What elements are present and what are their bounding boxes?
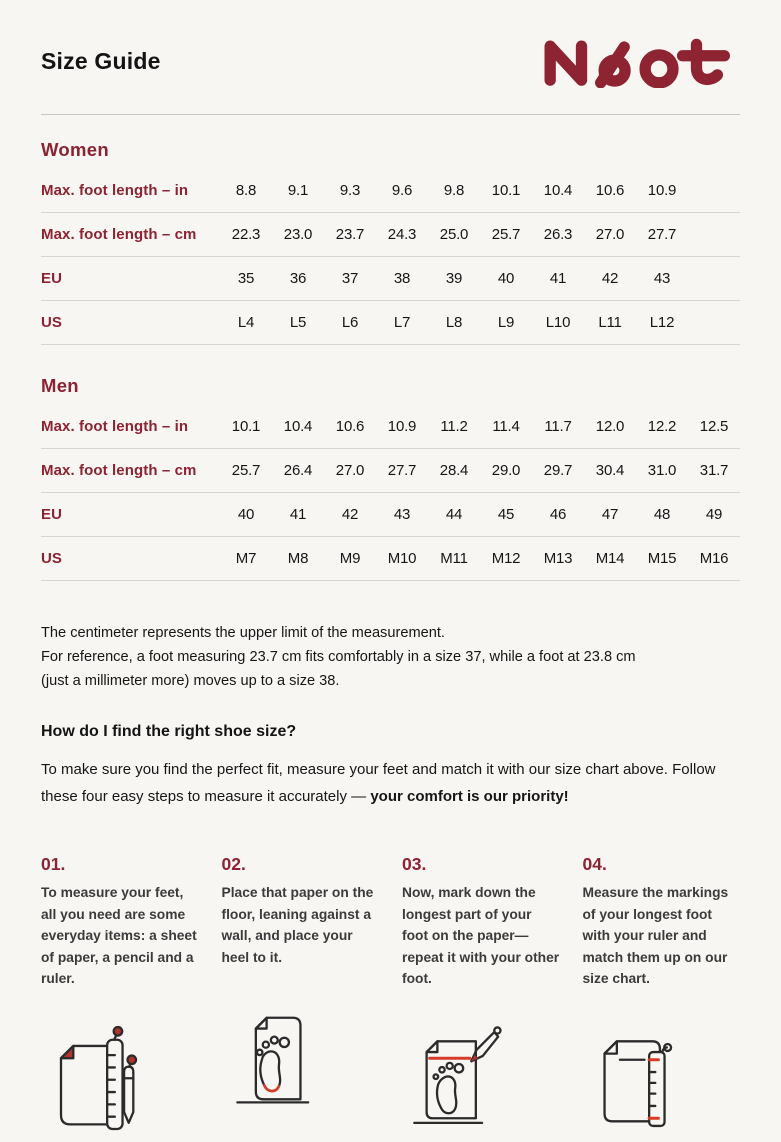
note-line: The centimeter represents the upper limit of the measurement. bbox=[41, 625, 445, 641]
size-value: 24.3 bbox=[387, 226, 417, 243]
size-value: 35 bbox=[237, 270, 255, 287]
size-value: 9.6 bbox=[391, 182, 413, 199]
size-value: 12.5 bbox=[699, 418, 729, 435]
row-label: US bbox=[41, 550, 63, 567]
men-row-2 bbox=[41, 449, 740, 493]
brand-name bbox=[538, 88, 539, 89]
size-value: 43 bbox=[393, 506, 411, 523]
step-number: 04. bbox=[582, 854, 607, 874]
size-value: 10.4 bbox=[283, 418, 313, 435]
size-value: M11 bbox=[440, 550, 468, 567]
size-value: L5 bbox=[289, 314, 307, 331]
size-value: 49 bbox=[705, 506, 723, 523]
size-value: M14 bbox=[595, 550, 625, 567]
size-value: 42 bbox=[341, 506, 359, 523]
size-value: 27.7 bbox=[387, 462, 417, 479]
men-size-table bbox=[41, 405, 740, 581]
size-value: L8 bbox=[445, 314, 463, 331]
paper-ruler-markings-icon bbox=[583, 1016, 741, 1142]
size-value: 45 bbox=[497, 506, 515, 523]
size-value: M13 bbox=[543, 550, 573, 567]
size-value: 39 bbox=[445, 270, 463, 287]
size-value: 25.7 bbox=[231, 462, 261, 479]
step-number: 03. bbox=[402, 854, 427, 874]
step-2 bbox=[222, 854, 380, 1142]
size-value: M15 bbox=[647, 550, 677, 567]
size-value: L11 bbox=[598, 314, 622, 331]
measuring-steps bbox=[41, 854, 740, 1142]
size-value: 36 bbox=[289, 270, 307, 287]
size-value: M10 bbox=[387, 550, 417, 567]
size-value: 11.7 bbox=[544, 418, 572, 435]
size-value: 25.7 bbox=[491, 226, 521, 243]
size-value: M12 bbox=[491, 550, 521, 567]
row-label: Max. foot length – cm bbox=[41, 226, 197, 243]
size-value: 8.8 bbox=[235, 182, 257, 199]
size-value: 47 bbox=[601, 506, 619, 523]
size-value: 29.0 bbox=[491, 462, 521, 479]
size-value: 42 bbox=[601, 270, 619, 287]
size-value: 12.2 bbox=[647, 418, 677, 435]
men-row-1 bbox=[41, 405, 740, 449]
guide-intro-bold: your comfort is our priority! bbox=[370, 788, 569, 805]
guide-intro bbox=[41, 756, 719, 810]
size-value: 38 bbox=[393, 270, 411, 287]
size-value: 27.0 bbox=[335, 462, 365, 479]
header bbox=[41, 34, 740, 88]
step-4 bbox=[583, 854, 741, 1142]
note-line: For reference, a foot measuring 23.7 cm fits comfortably in a size 37, while a foot at 23.8 cm bbox=[41, 649, 636, 665]
size-value: 27.7 bbox=[647, 226, 677, 243]
step-text: Now, mark down the longest part of your foot on the paper—repeat it with your other foot. bbox=[402, 885, 560, 986]
size-value: 9.8 bbox=[443, 182, 465, 199]
men-row-4 bbox=[41, 537, 740, 581]
women-row-4 bbox=[41, 301, 740, 345]
men-size-section bbox=[41, 375, 740, 581]
size-value: M7 bbox=[235, 550, 257, 567]
size-value: 48 bbox=[653, 506, 671, 523]
header-divider bbox=[41, 114, 740, 115]
size-value: L12 bbox=[649, 314, 675, 331]
size-value: M8 bbox=[287, 550, 309, 567]
size-value: M9 bbox=[339, 550, 361, 567]
size-value: 27.0 bbox=[595, 226, 625, 243]
size-value: 22.3 bbox=[231, 226, 261, 243]
step-text: To measure your feet, all you need are some everyday items: a sheet of paper, a pencil and a ruler. bbox=[41, 885, 197, 986]
paper-footprint-mark-pencil-icon bbox=[402, 1016, 560, 1142]
women-size-table bbox=[41, 169, 740, 345]
women-row-2 bbox=[41, 213, 740, 257]
size-value: 11.4 bbox=[492, 418, 520, 435]
size-value: 40 bbox=[237, 506, 255, 523]
size-value: 37 bbox=[341, 270, 359, 287]
naot-logo bbox=[538, 34, 740, 88]
size-value: L9 bbox=[497, 314, 515, 331]
size-value: 31.7 bbox=[699, 462, 729, 479]
page-title: Size Guide bbox=[41, 47, 161, 74]
size-value: 11.2 bbox=[440, 418, 468, 435]
size-value: L4 bbox=[237, 314, 255, 331]
women-row-1 bbox=[41, 169, 740, 213]
size-value: 43 bbox=[653, 270, 671, 287]
row-label: EU bbox=[41, 506, 63, 523]
size-value: 29.7 bbox=[543, 462, 573, 479]
women-size-section bbox=[41, 139, 740, 345]
men-row-3 bbox=[41, 493, 740, 537]
step-3 bbox=[402, 854, 560, 1142]
size-value: 44 bbox=[445, 506, 463, 523]
size-value: 26.4 bbox=[283, 462, 313, 479]
size-value: 46 bbox=[549, 506, 567, 523]
step-number: 01. bbox=[41, 854, 66, 874]
row-label: Max. foot length – cm bbox=[41, 462, 197, 479]
row-label: Max. foot length – in bbox=[41, 182, 189, 199]
paper-footprint-heel-icon bbox=[222, 994, 380, 1120]
row-label: Max. foot length – in bbox=[41, 418, 189, 435]
step-text: Place that paper on the floor, leaning against a wall, and place your heel to it. bbox=[221, 885, 374, 965]
size-value: 10.6 bbox=[595, 182, 625, 199]
size-value: 9.3 bbox=[339, 182, 361, 199]
size-value: 25.0 bbox=[439, 226, 469, 243]
size-value: 26.3 bbox=[543, 226, 573, 243]
paper-ruler-pencil-icon bbox=[41, 1016, 199, 1142]
women-heading: Women bbox=[41, 139, 109, 160]
step-number: 02. bbox=[221, 854, 246, 874]
men-heading: Men bbox=[41, 375, 79, 396]
size-value: 28.4 bbox=[439, 462, 469, 479]
size-value: 10.9 bbox=[387, 418, 417, 435]
size-value: 41 bbox=[549, 270, 567, 287]
step-text: Measure the markings of your longest foot with your ruler and match them up on our size chart. bbox=[582, 885, 729, 986]
size-value: 10.1 bbox=[231, 418, 261, 435]
size-value: 30.4 bbox=[595, 462, 625, 479]
size-value: 40 bbox=[497, 270, 515, 287]
size-value: 23.0 bbox=[283, 226, 313, 243]
row-label: US bbox=[41, 314, 63, 331]
guide-intro-text: To make sure you find the perfect fit, measure your feet and match it with our size chart above. Follow these four easy steps to measure it accurately — bbox=[41, 761, 716, 805]
size-value: 10.9 bbox=[647, 182, 677, 199]
measurement-note bbox=[41, 621, 740, 693]
size-value: 23.7 bbox=[335, 226, 365, 243]
size-value: 10.1 bbox=[491, 182, 521, 199]
guide-heading: How do I find the right shoe size? bbox=[41, 723, 297, 740]
size-value: 12.0 bbox=[595, 418, 625, 435]
size-value: 10.6 bbox=[335, 418, 365, 435]
women-row-3 bbox=[41, 257, 740, 301]
note-line: (just a millimeter more) moves up to a size 38. bbox=[41, 673, 340, 689]
row-label: EU bbox=[41, 270, 63, 287]
size-value: L7 bbox=[393, 314, 411, 331]
step-1 bbox=[41, 854, 199, 1142]
size-value: L10 bbox=[545, 314, 571, 331]
size-value: 10.4 bbox=[543, 182, 573, 199]
size-value: L6 bbox=[341, 314, 359, 331]
size-value: 9.1 bbox=[287, 182, 309, 199]
size-value: M16 bbox=[699, 550, 729, 567]
size-value: 31.0 bbox=[647, 462, 677, 479]
size-value: 41 bbox=[289, 506, 307, 523]
